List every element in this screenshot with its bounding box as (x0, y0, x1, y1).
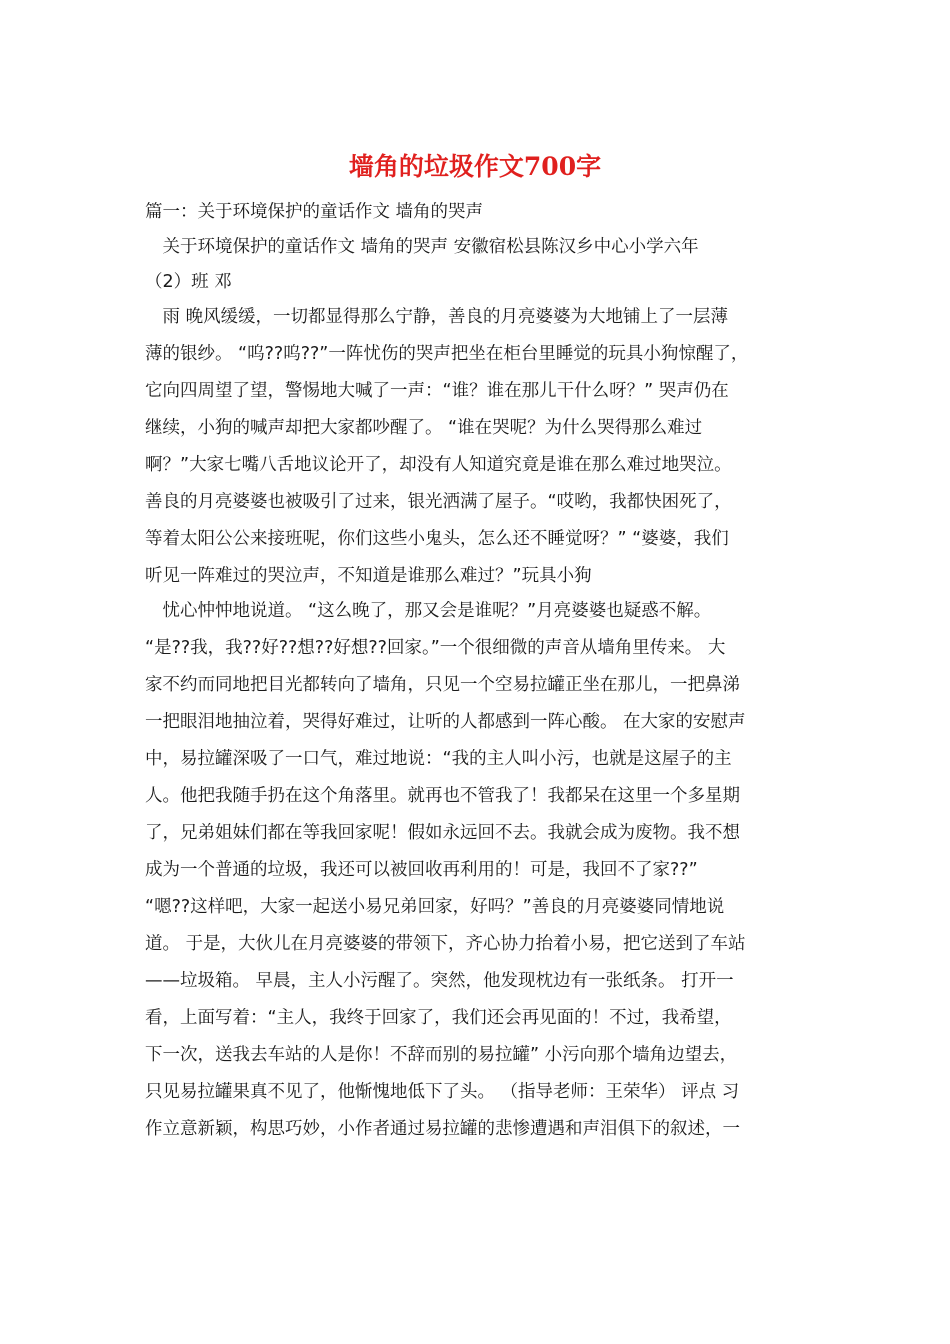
text-line: （2）班 邓 (145, 272, 232, 292)
text-line: 薄的银纱。 “呜??呜??”一阵忧伤的哭声把坐在柜台里睡觉的玩具小狗惊醒了， (145, 344, 749, 364)
text-line: 忧心忡忡地说道。 “这么晚了，那又会是谁呢？”月亮婆婆也疑惑不解。 (145, 601, 712, 621)
text-line: 雨 晚风缓缓，一切都显得那么宁静，善良的月亮婆婆为大地铺上了一层薄 (145, 307, 729, 327)
text-line: 作立意新颖，构思巧妙，小作者通过易拉罐的悲惨遭遇和声泪俱下的叙述，一 (145, 1119, 740, 1139)
text-line: 下一次，送我去车站的人是你！不辞而别的易拉罐” 小污向那个墙角边望去， (145, 1045, 738, 1065)
text-line: ——垃圾箱。 早晨，主人小污醒了。突然，他发现枕边有一张纸条。 打开一 (145, 971, 734, 991)
text-line: 啊？”大家七嘴八舌地议论开了，却没有人知道究竟是谁在那么难过地哭泣。 (145, 455, 732, 475)
text-line: 看，上面写着：“主人，我终于回家了，我们还会再见面的！不过，我希望， (145, 1008, 732, 1028)
text-line: 善良的月亮婆婆也被吸引了过来，银光洒满了屋子。“哎哟，我都快困死了， (145, 492, 732, 512)
text-line: 成为一个普通的垃圾，我还可以被回收再利用的！可是，我回不了家??” (145, 860, 698, 880)
text-line: 了，兄弟姐妹们都在等我回家呢！假如永远回不去。我就会成为废物。我不想 (145, 823, 740, 843)
document-title: 墙角的垃圾作文700字 (348, 152, 602, 181)
text-line: 听见一阵难过的哭泣声，不知道是谁那么难过？”玩具小狗 (145, 566, 592, 586)
section-heading: 篇一：关于环境保护的童话作文 墙角的哭声 (145, 202, 484, 222)
text-line: 关于环境保护的童话作文 墙角的哭声 安徽宿松县陈汉乡中心小学六年 (145, 237, 699, 257)
text-line: 人。他把我随手扔在这个角落里。就再也不管我了！我都呆在这里一个多星期 (145, 786, 740, 806)
text-line: 等着太阳公公来接班呢，你们这些小鬼头，怎么还不睡觉呀？” “婆婆，我们 (145, 529, 729, 549)
text-line: “嗯??这样吧，大家一起送小易兄弟回家，好吗？”善良的月亮婆婆同情地说 (145, 897, 725, 917)
text-line: 中，易拉罐深吸了一口气，难过地说：“我的主人叫小污，也就是这屋子的主 (145, 749, 732, 769)
text-line: 一把眼泪地抽泣着，哭得好难过，让听的人都感到一阵心酸。 在大家的安慰声 (145, 712, 746, 732)
text-line: 它向四周望了望，警惕地大喊了一声：“谁？谁在那儿干什么呀？” 哭声仍在 (145, 381, 729, 401)
text-line: 家不约而同地把目光都转向了墙角，只见一个空易拉罐正坐在那儿，一把鼻涕 (145, 675, 740, 695)
text-line: 继续，小狗的喊声却把大家都吵醒了。 “谁在哭呢？为什么哭得那么难过 (145, 418, 703, 438)
text-line: “是??我，我??好??想??好想??回家。”一个很细微的声音从墙角里传来。 大 (145, 638, 726, 658)
text-line: 只见易拉罐果真不见了，他惭愧地低下了头。 （指导老师：王荣华） 评点 习 (145, 1082, 740, 1102)
text-line: 道。 于是，大伙儿在月亮婆婆的带领下，齐心协力抬着小易，把它送到了车站 (145, 934, 746, 954)
